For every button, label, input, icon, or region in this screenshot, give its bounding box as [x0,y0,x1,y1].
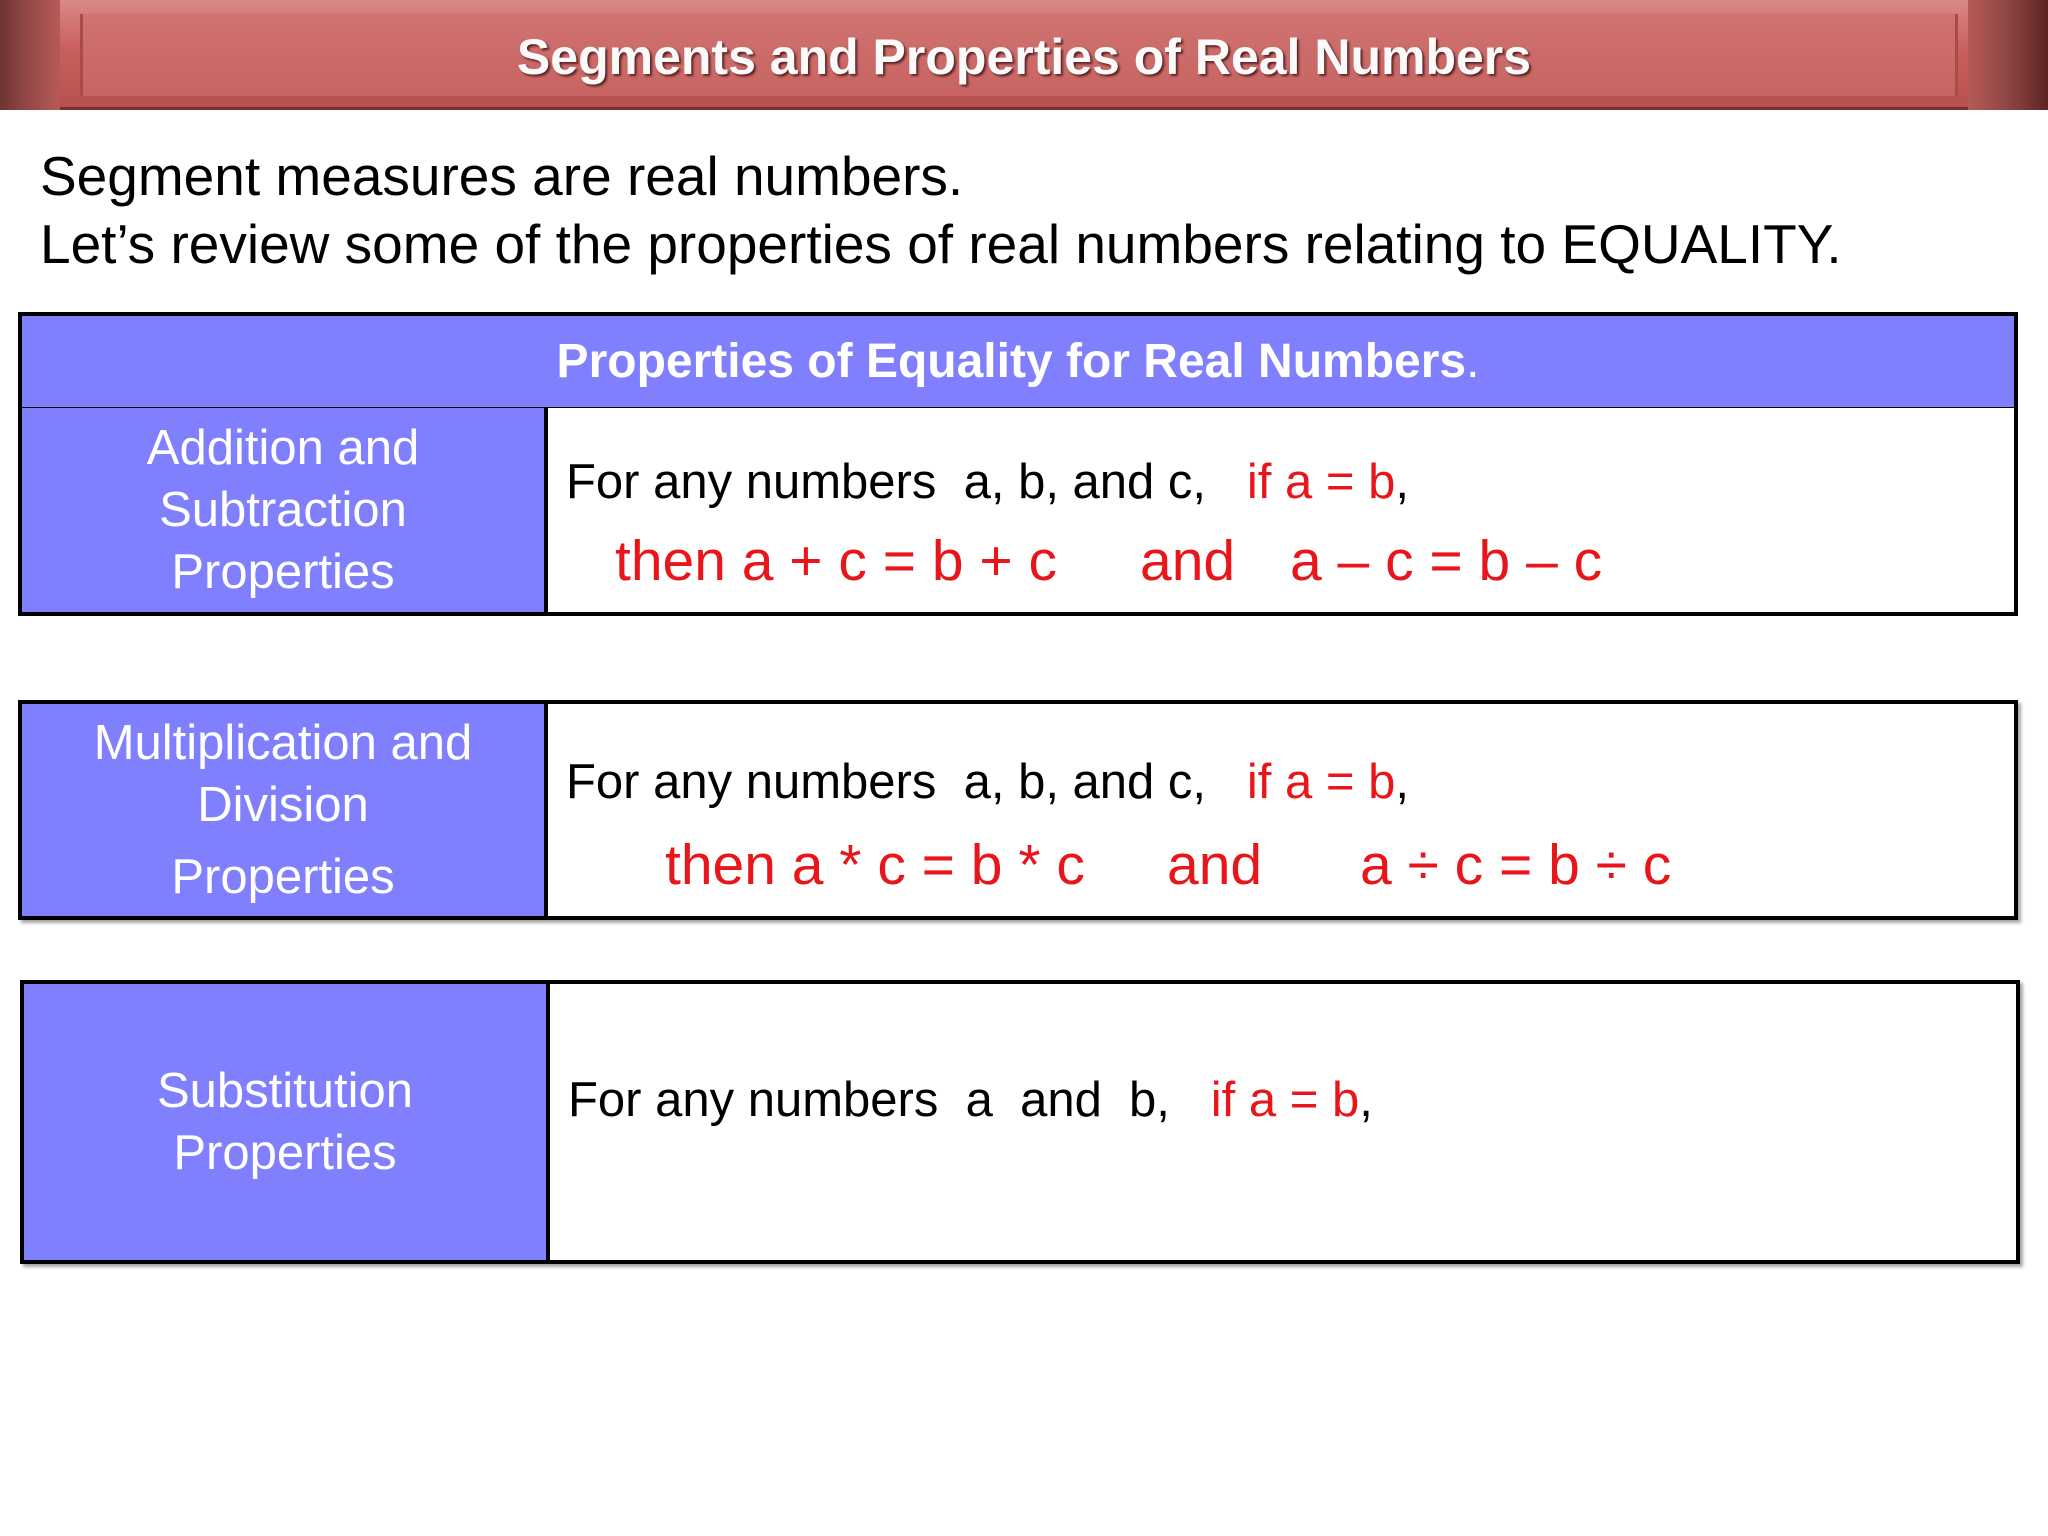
condition-text: For any numbers a and b, [568,1073,1211,1127]
property-condition [566,754,1409,810]
property-name-cell [22,408,548,612]
property-name-line: Properties [171,545,395,599]
table-header [18,312,2018,412]
if-clause-comma: , [1395,755,1409,809]
slide-title: Segments and Properties of Real Numbers [516,29,1532,85]
property-definition-cell [550,984,2016,1260]
result-and: and [1167,833,1263,897]
property-name-line: Properties [173,1126,397,1180]
property-definition-cell [548,408,2014,612]
result-equation-2: a ÷ c = b ÷ c [1360,833,1672,897]
if-clause: if a = b [1246,455,1396,509]
property-row-addition-subtraction [18,408,2018,616]
result-equation-1: then a * c = b * c [665,833,1085,897]
result-equation-1: then a + c = b + c [615,529,1058,593]
property-condition [566,454,1409,510]
intro-line-1: Segment measures are real numbers. [40,145,964,207]
property-name-line: Division [197,778,369,832]
property-name-line: Substitution [156,1064,414,1118]
result-and: and [1140,529,1236,593]
property-name-line: Multiplication and [93,716,473,770]
property-name-cell [24,984,550,1260]
table-header-text: Properties of Equality for Real Numbers [556,335,1467,388]
property-row-multiplication-division [18,700,2018,920]
condition-text: For any numbers a, b, and c, [566,755,1247,809]
property-name-line: Addition and [146,421,420,475]
property-name-cell [22,704,548,916]
if-clause-comma: , [1395,455,1409,509]
intro-line-2: Let’s review some of the properties of real numbers relating to EQUALITY. [40,213,1842,275]
result-equation-2: a – c = b – c [1290,529,1603,593]
property-definition-cell [548,704,2014,916]
if-clause: if a = b [1246,755,1396,809]
property-name-line: Subtraction [159,483,407,537]
if-clause-comma: , [1359,1073,1373,1127]
condition-text: For any numbers a, b, and c, [566,455,1247,509]
property-name-line: Properties [171,850,395,904]
property-row-substitution [20,980,2020,1264]
if-clause: if a = b [1210,1073,1360,1127]
table-header-period: . [1466,335,1480,388]
intro-text [40,142,1842,278]
property-condition [568,1072,1373,1128]
